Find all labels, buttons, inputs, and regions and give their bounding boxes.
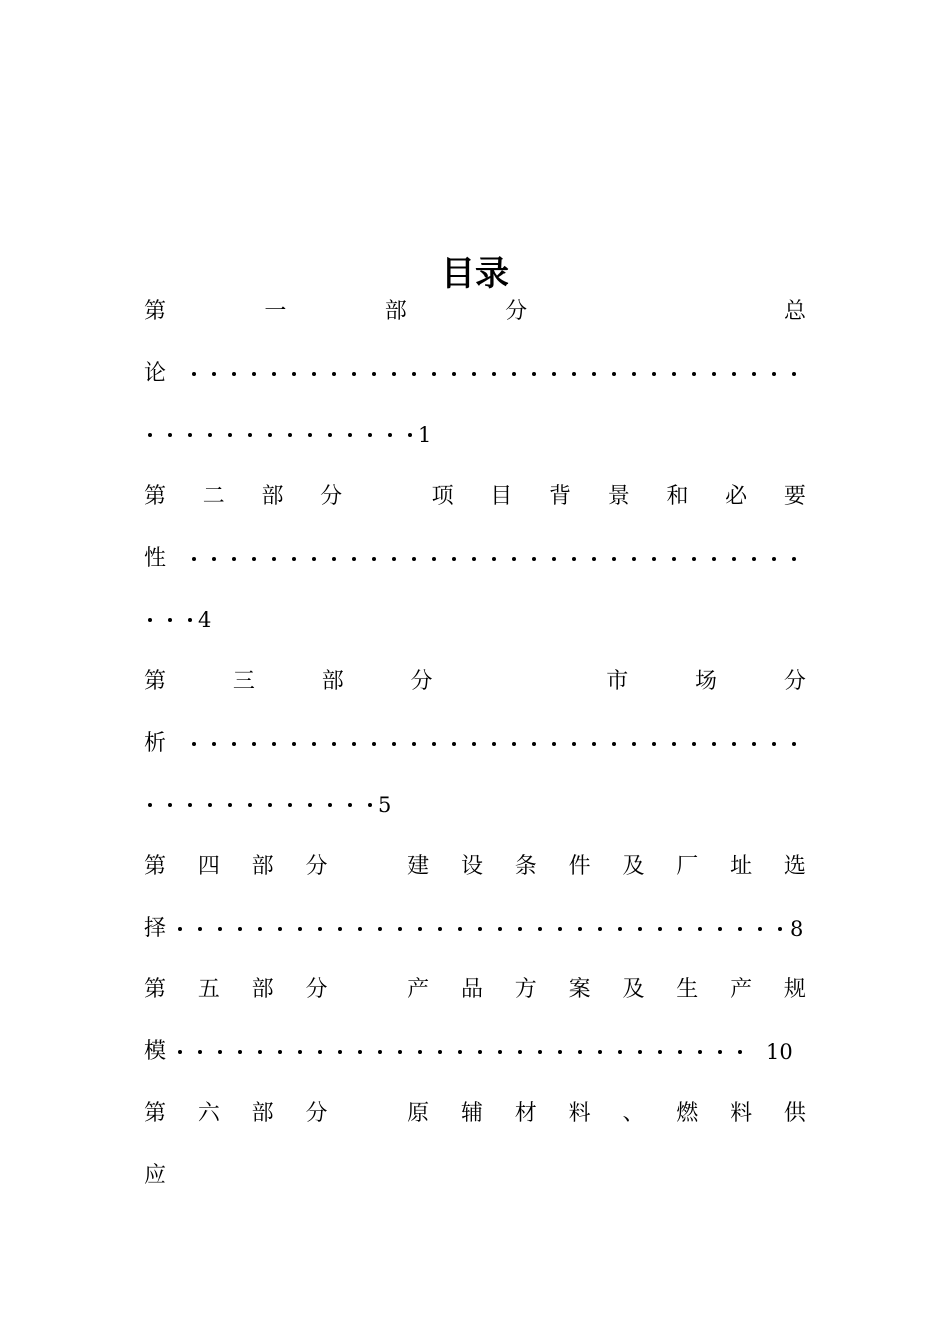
heading-char: 部 bbox=[251, 1101, 274, 1126]
heading-char: 料 bbox=[730, 1101, 753, 1126]
toc-entry-2-leader bbox=[144, 541, 806, 577]
heading-char: 部 bbox=[321, 669, 344, 694]
heading-char: 景 bbox=[607, 484, 630, 509]
heading-char: 背 bbox=[549, 484, 572, 509]
dot-leader bbox=[148, 787, 378, 823]
dot-leader bbox=[148, 417, 418, 453]
heading-char: 燃 bbox=[676, 1101, 699, 1126]
toc-entry-2-page-row bbox=[148, 602, 211, 638]
heading-char: 产 bbox=[407, 977, 430, 1002]
toc-entry-4-leader bbox=[144, 911, 806, 947]
toc-entry-1-page-row bbox=[148, 417, 431, 453]
heading-char: 选 bbox=[783, 854, 806, 879]
heading-char: 方 bbox=[514, 977, 537, 1002]
heading-char: 生 bbox=[676, 977, 699, 1002]
heading-char: 部 bbox=[251, 977, 274, 1002]
toc-entry-6-heading bbox=[144, 1096, 806, 1132]
heading-char: 第 bbox=[144, 1101, 167, 1126]
toc-entry-5-heading bbox=[144, 972, 806, 1008]
heading-continuation: 性 bbox=[144, 546, 167, 571]
heading-char: 分 bbox=[410, 669, 433, 694]
heading-char: 案 bbox=[568, 977, 591, 1002]
dot-leader bbox=[148, 602, 198, 638]
page-number: 4 bbox=[198, 608, 212, 632]
heading-char: 第 bbox=[144, 484, 167, 509]
heading-char: 品 bbox=[460, 977, 483, 1002]
heading-char: 件 bbox=[568, 854, 591, 879]
heading-char: 料 bbox=[568, 1101, 591, 1126]
heading-char: 辅 bbox=[460, 1101, 483, 1126]
toc-entry-1-heading bbox=[144, 294, 806, 330]
dot-leader bbox=[178, 911, 788, 947]
heading-continuation: 择 bbox=[144, 916, 167, 941]
heading-char: 场 bbox=[695, 669, 718, 694]
heading-char: 、 bbox=[622, 1101, 645, 1126]
toc-entry-2-heading bbox=[144, 479, 806, 515]
heading-char: 第 bbox=[144, 669, 167, 694]
heading-char: 二 bbox=[202, 484, 225, 509]
toc-title: 目录 bbox=[441, 254, 509, 294]
heading-char: 部 bbox=[384, 299, 407, 324]
heading-char: 项 bbox=[431, 484, 454, 509]
heading-char: 第 bbox=[144, 977, 167, 1002]
heading-char: 分 bbox=[305, 1101, 328, 1126]
toc-entry-6-continuation bbox=[144, 1158, 806, 1194]
heading-char: 要 bbox=[783, 484, 806, 509]
heading-char: 六 bbox=[197, 1101, 220, 1126]
heading-char: 原 bbox=[407, 1101, 430, 1126]
heading-char: 分 bbox=[305, 977, 328, 1002]
heading-char: 第 bbox=[144, 299, 167, 324]
heading-char: 及 bbox=[622, 977, 645, 1002]
heading-char: 供 bbox=[783, 1101, 806, 1126]
toc-entry-3-page-row bbox=[148, 787, 391, 823]
heading-char: 厂 bbox=[676, 854, 699, 879]
heading-continuation: 论 bbox=[144, 361, 167, 386]
toc-entry-3-leader bbox=[144, 726, 806, 762]
heading-char: 建 bbox=[407, 854, 430, 879]
toc-entry-3-heading bbox=[144, 664, 806, 700]
heading-char: 必 bbox=[725, 484, 748, 509]
heading-char: 三 bbox=[232, 669, 255, 694]
heading-char: 第 bbox=[144, 854, 167, 879]
heading-char: 和 bbox=[666, 484, 689, 509]
toc-entry-4-heading bbox=[144, 849, 806, 885]
heading-char: 一 bbox=[264, 299, 287, 324]
heading-char: 址 bbox=[730, 854, 753, 879]
heading-char: 产 bbox=[730, 977, 753, 1002]
heading-char: 材 bbox=[514, 1101, 537, 1126]
page-number: 8 bbox=[790, 917, 804, 941]
heading-continuation: 模 bbox=[144, 1039, 167, 1064]
heading-continuation: 析 bbox=[144, 731, 167, 756]
dot-leader bbox=[192, 541, 812, 577]
heading-char: 设 bbox=[460, 854, 483, 879]
page-number: 1 bbox=[418, 423, 432, 447]
page-number: 10 bbox=[766, 1040, 793, 1064]
heading-char: 规 bbox=[783, 977, 806, 1002]
heading-char: 部 bbox=[261, 484, 284, 509]
heading-continuation: 应 bbox=[144, 1163, 167, 1188]
dot-leader bbox=[192, 356, 812, 392]
heading-char: 总 bbox=[783, 299, 806, 324]
dot-leader bbox=[178, 1034, 748, 1070]
heading-char: 市 bbox=[606, 669, 629, 694]
heading-char: 分 bbox=[305, 854, 328, 879]
heading-char: 条 bbox=[514, 854, 537, 879]
heading-char: 及 bbox=[622, 854, 645, 879]
heading-char: 五 bbox=[197, 977, 220, 1002]
dot-leader bbox=[192, 726, 812, 762]
heading-char: 分 bbox=[783, 669, 806, 694]
heading-char: 分 bbox=[320, 484, 343, 509]
toc-entry-5-leader bbox=[144, 1034, 806, 1070]
heading-char: 部 bbox=[251, 854, 274, 879]
heading-char: 目 bbox=[490, 484, 513, 509]
toc-entry-1-leader bbox=[144, 356, 806, 392]
heading-char: 分 bbox=[505, 299, 528, 324]
page-number: 5 bbox=[378, 793, 392, 817]
heading-char: 四 bbox=[197, 854, 220, 879]
